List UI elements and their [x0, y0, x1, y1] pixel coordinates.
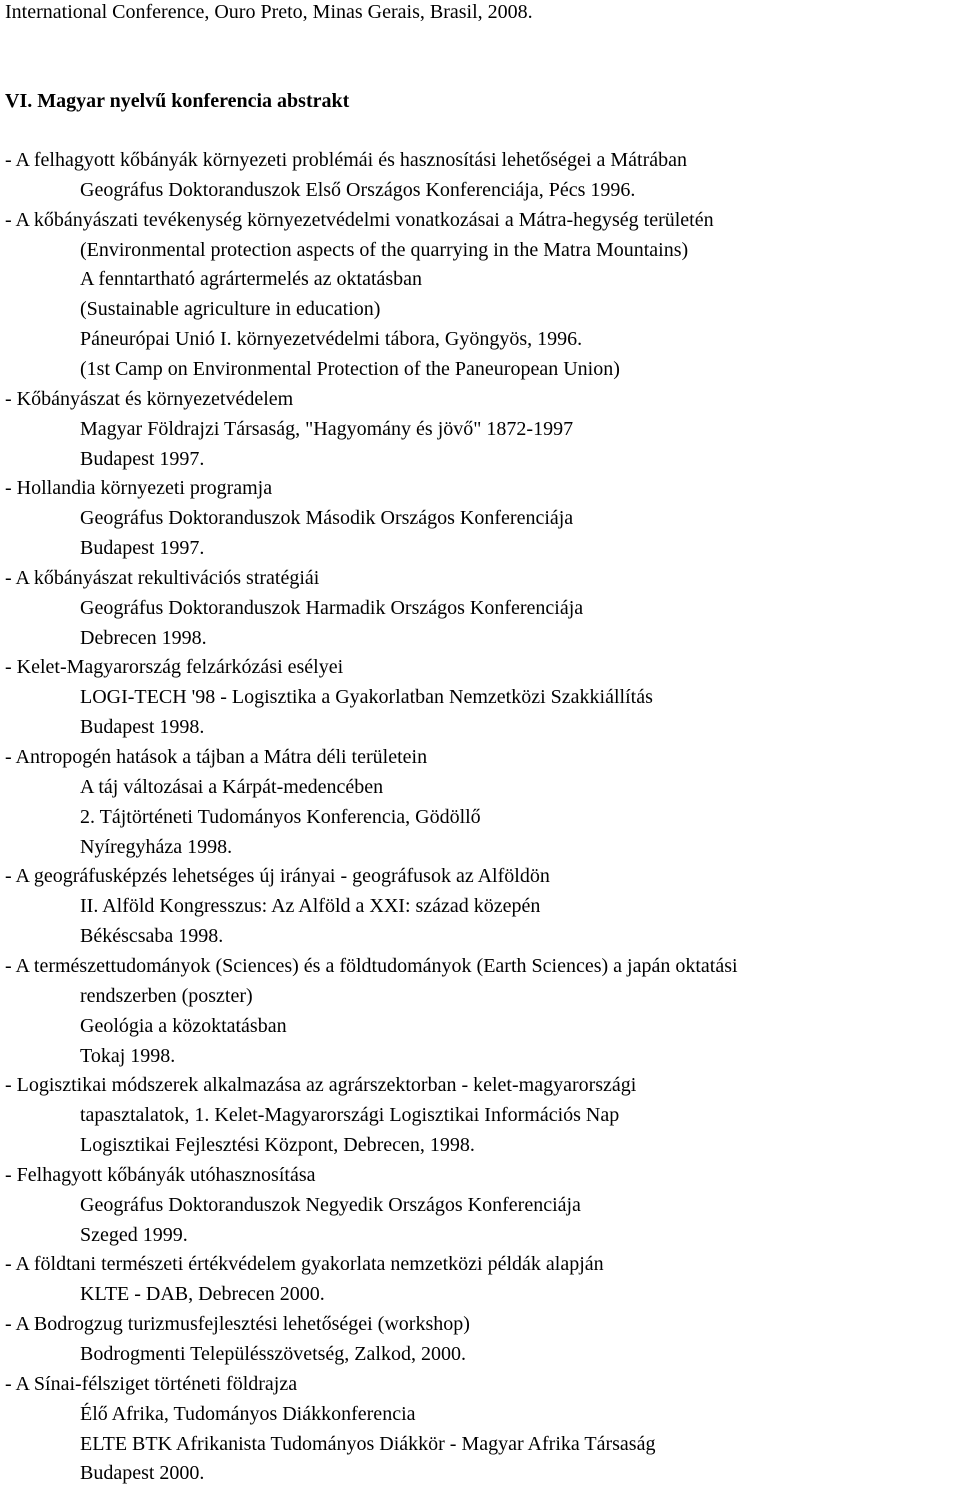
- entry-title: - Antropogén hatások a tájban a Mátra déli területein: [5, 746, 428, 768]
- entry-detail: Bodrogmenti Településszövetség, Zalkod, 2000.: [80, 1343, 466, 1365]
- entry-detail: Logisztikai Fejlesztési Központ, Debrecen, 1998.: [80, 1134, 475, 1156]
- entry-detail: Geográfus Doktoranduszok Negyedik Országos Konferenciája: [80, 1194, 581, 1216]
- entry-title: - Logisztikai módszerek alkalmazása az agrárszektorban - kelet-magyarországi: [5, 1074, 637, 1096]
- entry-detail: Debrecen 1998.: [80, 627, 207, 649]
- entry-detail: Tokaj 1998.: [80, 1045, 176, 1067]
- entry-detail: rendszerben (poszter): [80, 985, 253, 1007]
- entry-detail: Budapest 2000.: [80, 1462, 205, 1484]
- entry-title: - Kelet-Magyarország felzárkózási esélyei: [5, 656, 344, 678]
- entry-title: - Kőbányászat és környezetvédelem: [5, 388, 294, 410]
- entry-detail: Budapest 1998.: [80, 716, 205, 738]
- entry-title: - A Bodrogzug turizmusfejlesztési lehetőségei (workshop): [5, 1313, 470, 1335]
- entry-detail: Budapest 1997.: [80, 448, 205, 470]
- entry-detail: Budapest 1997.: [80, 537, 205, 559]
- entry-detail: Magyar Földrajzi Társaság, "Hagyomány és jövő" 1872-1997: [80, 418, 574, 440]
- entry-detail: Geográfus Doktoranduszok Első Országos Konferenciája, Pécs 1996.: [80, 179, 636, 201]
- entry-detail: (1st Camp on Environmental Protection of the Paneuropean Union): [80, 358, 620, 380]
- entry-title: - A Sínai-félsziget történeti földrajza: [5, 1373, 298, 1395]
- entry-title: - Felhagyott kőbányák utóhasznosítása: [5, 1164, 316, 1186]
- entry-detail: ELTE BTK Afrikanista Tudományos Diákkör - Magyar Afrika Társaság: [80, 1433, 656, 1455]
- entry-detail: II. Alföld Kongresszus: Az Alföld a XXI: század közepén: [80, 895, 541, 917]
- entry-title: - Hollandia környezeti programja: [5, 477, 273, 499]
- entry-detail: Nyíregyháza 1998.: [80, 836, 233, 858]
- entry-detail: (Environmental protection aspects of the quarrying in the Matra Mountains): [80, 239, 689, 261]
- entry-title: - A geográfusképzés lehetséges új irányai - geográfusok az Alföldön: [5, 865, 550, 887]
- entry-title: - A földtani természeti értékvédelem gyakorlata nemzetközi példák alapján: [5, 1253, 604, 1275]
- entry-detail: (Sustainable agriculture in education): [80, 298, 381, 320]
- entry-detail: LOGI-TECH '98 - Logisztika a Gyakorlatban Nemzetközi Szakkiállítás: [80, 686, 653, 708]
- header-line: International Conference, Ouro Preto, Minas Gerais, Brasil, 2008.: [5, 1, 533, 23]
- entry-detail: Élő Afrika, Tudományos Diákkonferencia: [80, 1403, 416, 1425]
- entry-detail: 2. Tájtörténeti Tudományos Konferencia, Gödöllő: [80, 806, 481, 828]
- entry-detail: Geológia a közoktatásban: [80, 1015, 287, 1037]
- entry-title: - A természettudományok (Sciences) és a földtudományok (Earth Sciences) a japán oktatási: [5, 955, 738, 977]
- entry-title: - A kőbányászat rekultivációs stratégiái: [5, 567, 320, 589]
- entry-detail: Páneurópai Unió I. környezetvédelmi tábora, Gyöngyös, 1996.: [80, 328, 583, 350]
- entry-detail: Békéscsaba 1998.: [80, 925, 224, 947]
- entry-detail: Geográfus Doktoranduszok Második Országos Konferenciája: [80, 507, 574, 529]
- entry-detail: KLTE - DAB, Debrecen 2000.: [80, 1283, 325, 1305]
- entry-detail: A táj változásai a Kárpát-medencében: [80, 776, 384, 798]
- entry-detail: A fenntartható agrártermelés az oktatásban: [80, 268, 423, 290]
- entry-detail: Szeged 1999.: [80, 1224, 188, 1246]
- section-title: VI. Magyar nyelvű konferencia abstrakt: [5, 90, 350, 112]
- entry-detail: tapasztalatok, 1. Kelet-Magyarországi Logisztikai Információs Nap: [80, 1104, 620, 1126]
- entry-title: - A kőbányászati tevékenység környezetvédelmi vonatkozásai a Mátra-hegység területén: [5, 209, 714, 231]
- entry-title: - A felhagyott kőbányák környezeti problémái és hasznosítási lehetőségei a Mátrában: [5, 149, 688, 171]
- entry-detail: Geográfus Doktoranduszok Harmadik Országos Konferenciája: [80, 597, 584, 619]
